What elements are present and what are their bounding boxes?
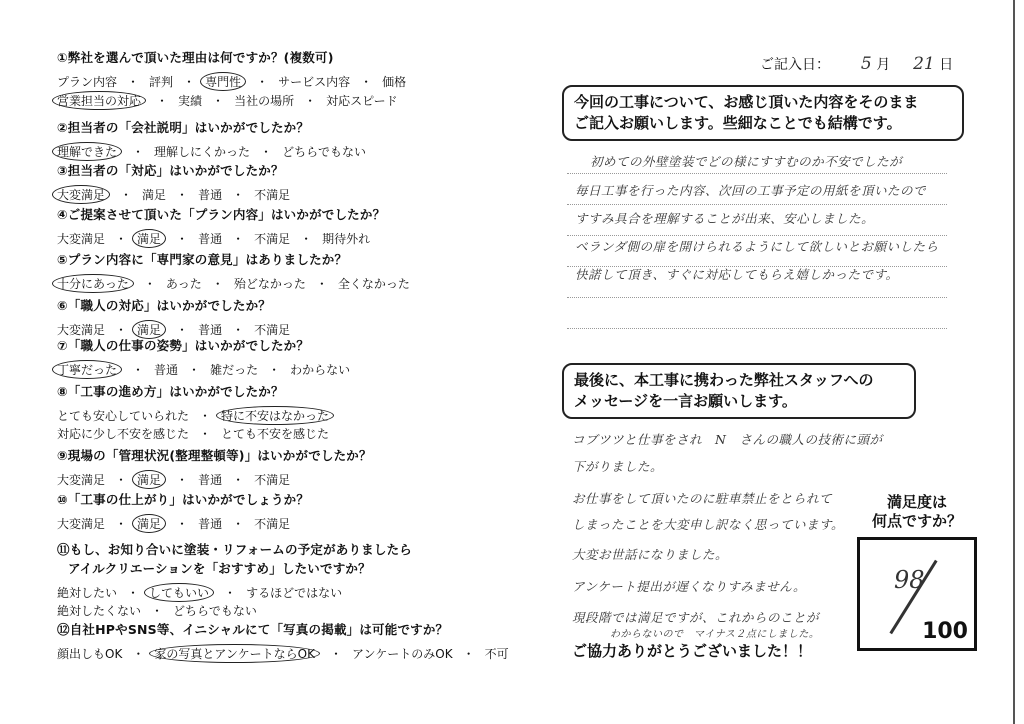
comment-line: 快諾して頂き、すぐに対応してもらえ嬉しかったです。	[575, 267, 899, 282]
answer-option: 満足	[132, 514, 166, 533]
question-8: ⑧「工事の進め方」はいかがでしたか？	[57, 384, 284, 399]
answer-option: 普通	[154, 363, 179, 377]
answer-option: とても不安を感じた	[221, 427, 330, 441]
date-day-unit: 日	[939, 57, 954, 73]
score-heading-line1: 満足度は	[886, 493, 947, 511]
answer-option: 満足	[132, 229, 166, 248]
answer-option: 全くなかった	[337, 277, 410, 291]
separator-dot: ・	[260, 145, 273, 159]
separator-dot: ・	[176, 323, 189, 337]
question-11: ⑪もし、お知り合いに塗装・リフォームの予定がありましたら	[57, 542, 412, 557]
answer-option: 満足	[132, 320, 166, 339]
score-heading-line2: 何点ですか？	[871, 512, 962, 530]
message-line: 現段階では満足ですが、これからのことが	[572, 610, 820, 625]
separator-dot: ・	[199, 409, 212, 423]
separator-dot: ・	[132, 647, 145, 661]
comment-ruled-lines	[567, 143, 947, 329]
answer-option: 不満足	[254, 188, 291, 202]
answer-option: 十分にあった	[52, 274, 134, 293]
comment-line: すすみ具合を理解することが出来、安心しました。	[575, 211, 875, 226]
comment-line: 毎日工事を行った内容、次回の工事予定の用紙を頂いたので	[575, 183, 927, 198]
message-prompt-line2: メッセージを一言お願いします。	[574, 392, 797, 410]
separator-dot: ・	[183, 75, 196, 89]
answer-option: 当社の場所	[234, 94, 295, 108]
entry-date	[760, 54, 953, 74]
answer-option: 普通	[198, 232, 223, 246]
page-edge-line	[1013, 0, 1015, 724]
answer-option: 顔出しもOK	[57, 647, 123, 661]
score-heading	[857, 493, 977, 531]
answer-option: 実績	[178, 94, 203, 108]
separator-dot: ・	[115, 232, 128, 246]
separator-dot: ・	[212, 94, 225, 108]
comment-line: 初めての外壁塗装でどの様にすすむのか不安でしたが	[590, 154, 903, 169]
answer-row	[57, 470, 300, 489]
answer-row	[57, 91, 408, 110]
answer-option: 雑だった	[210, 363, 259, 377]
date-month: 5	[860, 54, 872, 74]
answer-option: 対応スピード	[326, 94, 398, 108]
separator-dot: ・	[256, 75, 269, 89]
separator-dot: ・	[127, 75, 140, 89]
separator-dot: ・	[132, 363, 145, 377]
date-month-unit: 月	[876, 57, 891, 73]
answer-row	[57, 425, 339, 442]
answer-option: するほどではない	[246, 586, 343, 600]
answer-option: 普通	[198, 323, 223, 337]
thanks-message: ご協力ありがとうございました！！	[572, 642, 813, 660]
separator-dot: ・	[315, 277, 328, 291]
score-box	[857, 537, 977, 651]
separator-dot: ・	[329, 647, 342, 661]
answer-option: サービス内容	[278, 75, 351, 89]
message-line: しまったことを大変申し訳なく思っています。	[572, 517, 845, 532]
message-line: コブツツと仕事をされ N さんの職人の技術に頭が	[572, 432, 883, 447]
answer-option: 理解しにくかった	[154, 145, 251, 159]
answer-option: 不満足	[254, 232, 291, 246]
answer-option: 理解できた	[52, 142, 122, 161]
answer-option: 丁寧だった	[52, 360, 122, 379]
separator-dot: ・	[462, 647, 475, 661]
answer-option: 大変満足	[57, 232, 106, 246]
answer-option: 普通	[198, 517, 223, 531]
question-4: ④ご提案させて頂いた「プラン内容」はいかがでしたか？	[57, 207, 386, 222]
answer-option: 満足	[132, 470, 166, 489]
separator-dot: ・	[188, 363, 201, 377]
answer-option: 絶対したい	[57, 586, 118, 600]
separator-dot: ・	[115, 323, 128, 337]
separator-dot: ・	[360, 75, 373, 89]
separator-dot: ・	[232, 323, 245, 337]
answer-row	[57, 142, 376, 161]
separator-dot: ・	[211, 277, 224, 291]
answer-option: どちらでもない	[282, 145, 366, 159]
question-6: ⑥「職人の対応」はいかがでしたか？	[57, 298, 271, 313]
question-7: ⑦「職人の仕事の姿勢」はいかがでしたか？	[57, 338, 310, 353]
answer-option: してもいい	[144, 583, 214, 602]
separator-dot: ・	[232, 473, 245, 487]
answer-option: 大変満足	[57, 517, 106, 531]
answer-option: 評判	[149, 75, 174, 89]
separator-dot: ・	[232, 517, 245, 531]
date-label: ご記入日：	[760, 57, 830, 73]
separator-dot: ・	[300, 232, 313, 246]
answer-option: 特に不安はなかった	[216, 406, 334, 425]
answer-option: 家の写真とアンケートならOK	[149, 644, 320, 663]
answer-option: 大変満足	[57, 473, 106, 487]
message-prompt-line1: 最後に、本工事に携わった弊社スタッフへの	[574, 371, 874, 389]
separator-dot: ・	[304, 94, 317, 108]
separator-dot: ・	[224, 586, 237, 600]
answer-option: アンケートのみOK	[351, 647, 453, 661]
separator-dot: ・	[151, 604, 164, 618]
separator-dot: ・	[176, 517, 189, 531]
answer-option: 不満足	[254, 517, 291, 531]
question-10: ⑩「工事の仕上がり」はいかがでしょうか？	[57, 492, 310, 507]
message-line: 大変お世話になりました。	[572, 547, 729, 562]
question-1: ①弊社を選んで頂いた理由は何ですか？(複数可)	[57, 50, 334, 65]
answer-option: あった	[165, 277, 202, 291]
answer-option: とても安心していられた	[57, 409, 190, 423]
answer-option: 営業担当の対応	[52, 91, 146, 110]
answer-row	[57, 229, 380, 248]
answer-option: 不満足	[254, 473, 291, 487]
answer-row	[57, 274, 420, 293]
separator-dot: ・	[156, 94, 169, 108]
message-line: アンケート提出が遅くなりすみません。	[572, 579, 807, 594]
answer-option: プラン内容	[57, 75, 118, 89]
comment-prompt-box	[562, 85, 964, 141]
comment-prompt-line2: ご記入お願いします。些細なことでも結構です。	[574, 114, 902, 132]
answer-option: わからない	[290, 363, 351, 377]
score-max: 100	[922, 619, 968, 644]
answer-option: 価格	[382, 75, 407, 89]
answer-row	[57, 514, 300, 533]
answer-row	[57, 406, 344, 425]
question-5: ⑤プラン内容に「専門家の意見」はありましたか？	[57, 252, 348, 267]
separator-dot: ・	[115, 517, 128, 531]
comment-line: ベランダ側の扉を開けられるようにして欲しいとお願いしたら	[575, 239, 939, 254]
answer-option: 普通	[198, 188, 223, 202]
question-3: ③担当者の「対応」はいかがでしたか？	[57, 163, 284, 178]
answer-option: 絶対したくない	[57, 604, 142, 618]
separator-dot: ・	[176, 232, 189, 246]
separator-dot: ・	[132, 145, 145, 159]
separator-dot: ・	[176, 473, 189, 487]
answer-row	[57, 185, 300, 204]
separator-dot: ・	[199, 427, 212, 441]
answer-option: 対応に少し不安を感じた	[57, 427, 190, 441]
separator-dot: ・	[232, 232, 245, 246]
message-line: 下がりました。	[572, 459, 664, 474]
separator-dot: ・	[120, 188, 133, 202]
separator-dot: ・	[143, 277, 156, 291]
answer-option: 満足	[142, 188, 167, 202]
answer-option: 期待外れ	[322, 232, 371, 246]
message-prompt-box	[562, 363, 916, 419]
answer-option: 不可	[484, 647, 509, 661]
separator-dot: ・	[127, 586, 140, 600]
answer-option: 不満足	[254, 323, 291, 337]
question-11-line2: アイルクリエーションを「おすすめ」したいですか？	[68, 561, 371, 576]
question-12: ⑫自社HPやSNS等、イニシャルにて「写真の掲載」は可能ですか？	[57, 622, 449, 637]
separator-dot: ・	[232, 188, 245, 202]
question-9: ⑨現場の「管理状況(整理整頓等)」はいかがでしたか？	[57, 448, 372, 463]
answer-option: 大変満足	[57, 323, 106, 337]
date-day: 21	[913, 54, 935, 74]
score-value: 98	[894, 566, 925, 594]
answer-row	[57, 72, 416, 91]
answer-option: どちらでもない	[173, 604, 257, 618]
separator-dot: ・	[115, 473, 128, 487]
answer-option: 普通	[198, 473, 223, 487]
answer-option: 大変満足	[52, 185, 110, 204]
answer-row	[57, 602, 267, 619]
answer-option: 専門性	[200, 72, 246, 91]
separator-dot: ・	[176, 188, 189, 202]
message-line: お仕事をして頂いたのに駐車禁止をとられて	[572, 491, 833, 506]
answer-row	[57, 644, 519, 663]
answer-row	[57, 360, 360, 379]
question-2: ②担当者の「会社説明」はいかがでしたか？	[57, 120, 310, 135]
separator-dot: ・	[268, 363, 281, 377]
message-line: わからないので マイナス２点にしました。	[610, 629, 820, 640]
answer-option: 殆どなかった	[233, 277, 306, 291]
comment-prompt-line1: 今回の工事について、お感じ頂いた内容をそのまま	[574, 93, 919, 111]
answer-row	[57, 583, 352, 602]
